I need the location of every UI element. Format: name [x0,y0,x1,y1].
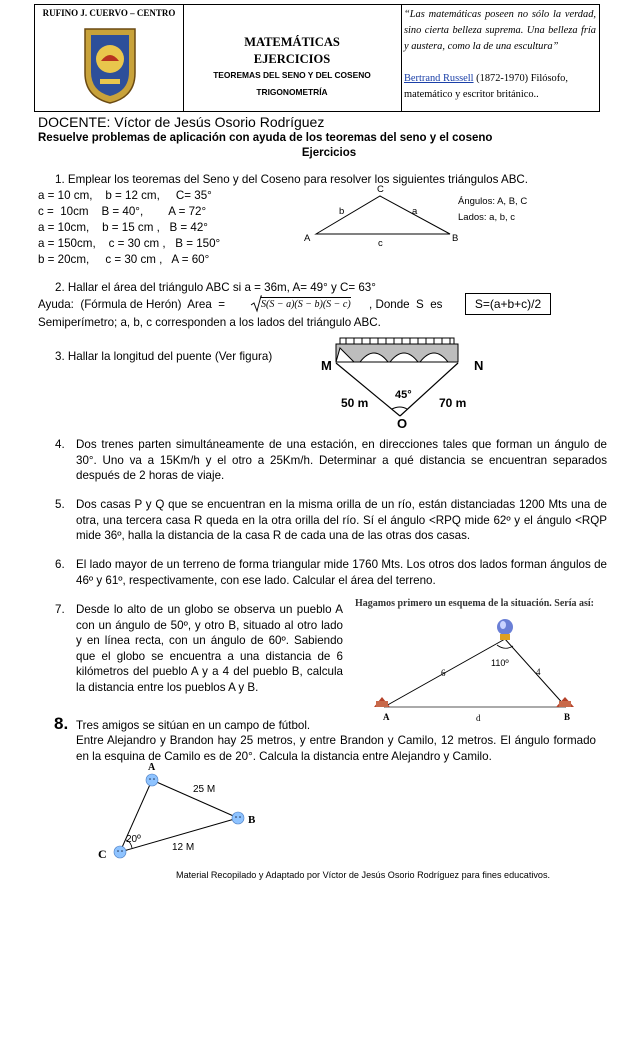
balloon-angle: 110º [491,658,509,668]
topic-line-2: TRIGONOMETRÍA [256,87,328,97]
school-crest-icon [81,23,139,105]
ex1-row-2: c = 10cm B = 40°, A = 72° [38,205,207,218]
semiperimeter-box: S=(a+b+c)/2 [465,293,551,315]
ex6-number: 6. [55,558,65,571]
ex8-number: 8. [54,714,69,733]
ex1-statement: 1. Emplear los teoremas del Seno y del Coseno para resolver los siguientes triángulos ABC. [55,173,529,186]
quote-author [404,71,598,87]
ex2-ayuda: Ayuda: (Fórmula de Herón) Area = [38,298,225,311]
bridge-diagram [316,332,486,424]
bridge-point-m: M [321,358,332,373]
bridge-right-length: 70 m [439,396,467,410]
distance-ab-label: 25 M [193,784,216,795]
ex1-side-a: a [412,206,418,217]
ex1-vertex-b: B [452,233,459,244]
ex1-row-3: a = 10cm, b = 15 cm , B = 42° [38,221,208,234]
angle-c-label: 20º [126,834,141,845]
friend-b-label: B [248,814,256,826]
instructions: Resuelve problemas de aplicación con ayuda de los teoremas del seno y el coseno [38,132,493,144]
ex1-vertex-c: C [377,184,384,195]
teacher-name: DOCENTE: Víctor de Jesús Osorio Rodríguez [38,114,325,130]
quote-text: “Las matemáticas poseen no sólo la verdad, sino cierta belleza suprema. Una belleza fría y austera, como la de una escultura” [404,9,596,52]
balloon-side-6: 6 [441,668,446,678]
header-quote-cell [401,5,599,111]
ex4-number: 4. [55,438,65,451]
ex2-statement: 2. Hallar el área del triángulo ABC si a = 36m, A= 49° y C= 63° [55,281,376,294]
bridge-left-length: 50 m [341,396,369,410]
ex1-side-c: c [378,238,383,249]
ex7-figure-caption: Hagamos primero un esquema de la situación. Sería así: [355,598,594,609]
bridge-point-n: N [474,358,484,373]
author-link[interactable]: Bertrand Russell [404,73,474,84]
ex1-triangle-diagram [300,186,470,246]
heron-formula: S(S − a)(S − b)(S − c) [261,299,351,310]
author-years: (1872-1970) Filósofo, [473,73,568,84]
section-title: Ejercicios [301,147,357,159]
bridge-angle: 45° [395,389,412,401]
ex1-side-b: b [339,206,345,217]
ex1-row-5: b = 20cm, c = 30 cm , A = 60° [38,253,210,266]
ex2-donde: , Donde S es [369,298,443,311]
school-name: RUFINO J. CUERVO – CENTRO [42,8,176,18]
author-description: matemático y escritor británico.. [404,89,539,100]
ex2-semiperimeter-note: Semiperímetro; a, b, c corresponden a los lados del triángulo ABC. [38,316,381,329]
town-b-label: B [564,712,571,722]
town-a-label: A [383,712,390,722]
footer-credit: Material Recopilado y Adaptado por Víctor de Jesús Osorio Rodríguez para fines educativos. [176,870,551,880]
friend-a-label: A [148,762,156,773]
ex7-number: 7. [55,603,65,616]
ex1-row-1: a = 10 cm, b = 12 cm, C= 35° [38,189,212,202]
ex1-legend-angles: Ángulos: A, B, C [458,196,528,207]
friends-diagram [100,768,260,868]
subject-title: MATEMÁTICAS [244,35,340,49]
kind-title: EJERCICIOS [253,52,331,66]
ex3-statement: 3. Hallar la longitud del puente (Ver figura) [55,350,273,363]
bridge-point-o: O [397,416,408,431]
ex4-statement: Dos trenes parten simultáneamente de una estación, en direcciones tales que forman un ángulo de 30°. Uno va a 15Km/h y el otro a 25Km/h. Determinar a qué distancia se encuentran separados después de 2 horas de viaje. [76,438,607,482]
ex5-statement: Dos casas P y Q que se encuentran en la misma orilla de un río, están distanciadas 1200 Mts una de otra, una tercera casa R queda en la otra orilla del río. Sí el ángulo <RPQ mide 62º y el ángulo <RQP mide 36º, halla la distancia de la casa R de cada una de las otras dos casas. [76,498,607,542]
ex1-legend-sides: Lados: a, b, c [458,212,516,223]
balloon-side-4: 4 [536,667,541,677]
ex5-number: 5. [55,498,65,511]
distance-d-label: d [476,713,481,723]
header-table [34,4,600,112]
header-logo-cell [35,5,184,111]
balloon-diagram [360,615,590,730]
friend-c-label: C [98,847,107,861]
ex1-vertex-a: A [304,233,311,244]
topic-line-1: TEOREMAS DEL SENO Y DEL COSENO [213,70,371,80]
ex8-statement: Entre Alejandro y Brandon hay 25 metros, y entre Brandon y Camilo, 12 metros. El ángulo formado en la esquina de Camilo es de 20°. Calcula la distancia entre Alejandro y Camilo. [76,734,596,763]
ex6-statement: El lado mayor de un terreno de forma triangular mide 1760 Mts. Los otros dos lados forman ángulos de 46º y 61º, respectivamente, con ese lado. Calcular el área del terreno. [76,558,607,587]
distance-bc-label: 12 M [172,842,195,853]
ex1-row-4: a = 150cm, c = 30 cm , B = 150° [38,237,221,250]
ex7-statement: Desde lo alto de un globo se observa un pueblo A con un ángulo de 50º, y otro B, situado al otro lado y en línea recta, con un ángulo de 60º. Sabiendo que el globo se encuentra a una distancia de 6 kilómetros del pueblo A y a 4 del pueblo B, calcula la distancia entre los pueblos A y B. [76,603,343,694]
ex8-intro: Tres amigos se sitúan en un campo de fútbol. [76,719,311,732]
header-title-cell [183,5,402,111]
